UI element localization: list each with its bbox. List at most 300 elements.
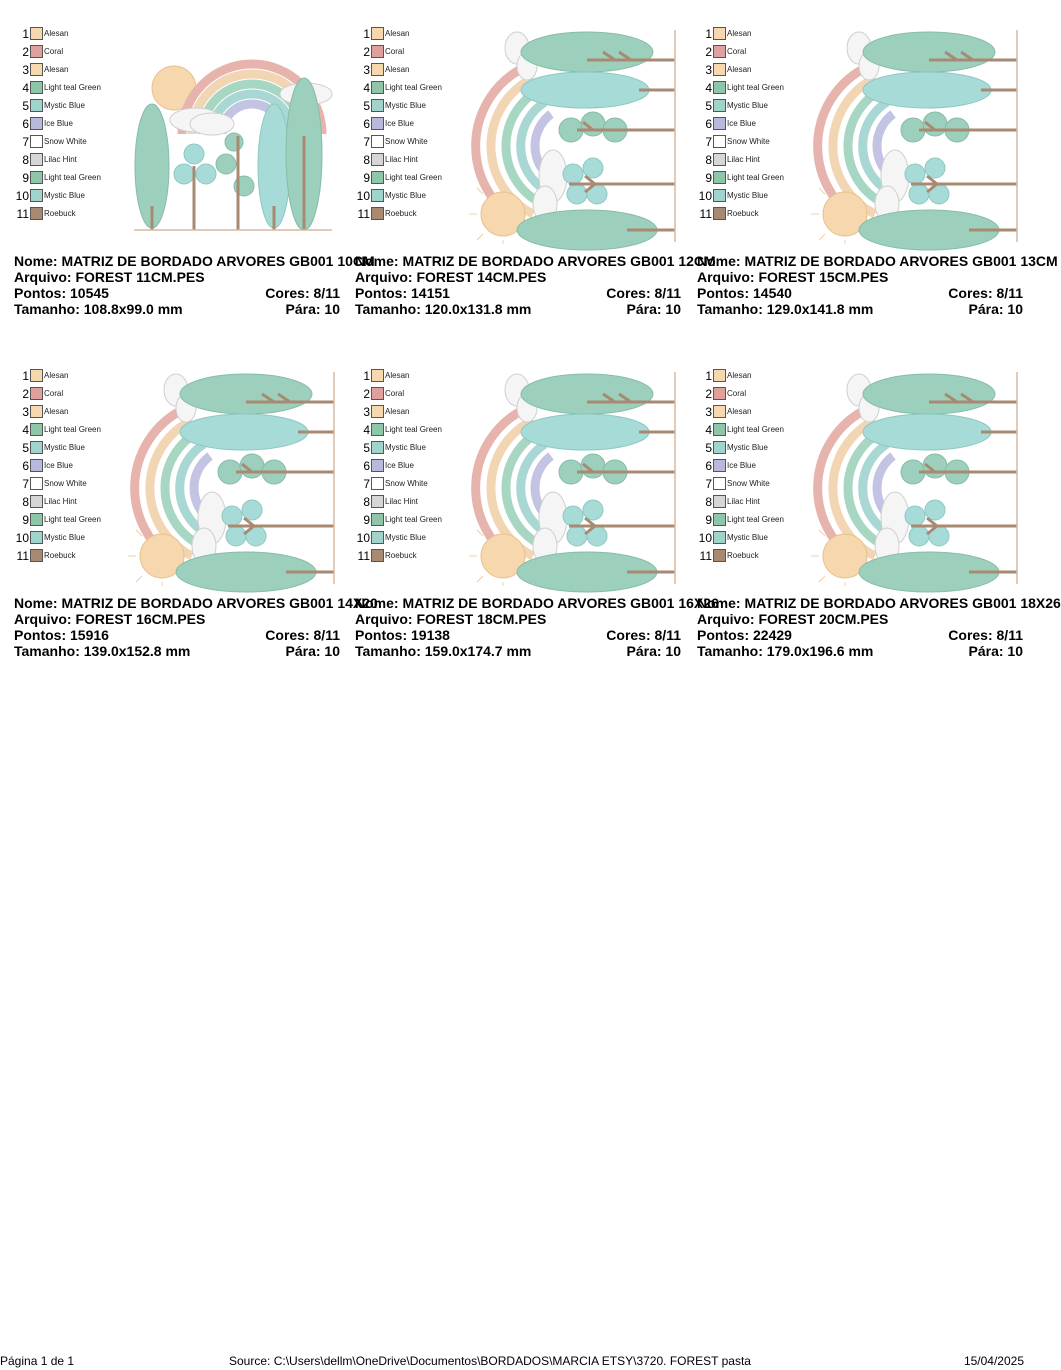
- thread-number: 7: [363, 135, 370, 149]
- thread-color-swatch: [30, 495, 43, 508]
- stitch-count: Pontos: 19138: [355, 627, 450, 643]
- thread-name: Snow White: [727, 479, 770, 488]
- thread-row: [14, 44, 124, 60]
- thread-name: Alesan: [727, 407, 752, 416]
- stop-count: Pára: 10: [626, 301, 681, 317]
- design-size: Tamanho: 129.0x141.8 mm: [697, 301, 874, 317]
- thread-row: [355, 116, 465, 132]
- thread-name: Snow White: [385, 479, 428, 488]
- color-count: Cores: 8/11: [948, 627, 1023, 643]
- thread-number: 9: [363, 513, 370, 527]
- thread-number: 9: [705, 171, 712, 185]
- thread-name: Coral: [727, 47, 747, 56]
- thread-name: Alesan: [44, 65, 69, 74]
- design-size: Tamanho: 179.0x196.6 mm: [697, 643, 874, 659]
- thread-row: [355, 188, 465, 204]
- embroidery-image-rotated: [809, 26, 1023, 244]
- thread-number: 11: [16, 549, 29, 563]
- thread-number: 4: [22, 81, 29, 95]
- thread-row: [14, 548, 124, 564]
- thread-number: 6: [22, 459, 29, 473]
- thread-number: 3: [705, 63, 712, 77]
- thread-color-swatch: [371, 207, 384, 220]
- thread-row: [14, 98, 124, 114]
- thread-number: 7: [22, 477, 29, 491]
- design-file: Arquivo: FOREST 15CM.PES: [697, 269, 889, 285]
- thread-number: 9: [22, 171, 29, 185]
- thread-number: 8: [363, 495, 370, 509]
- thread-color-swatch: [371, 477, 384, 490]
- thread-color-swatch: [30, 459, 43, 472]
- design-name: Nome: MATRIZ DE BORDADO ARVORES GB001 16X26: [355, 595, 719, 611]
- thread-name: Light teal Green: [727, 425, 784, 434]
- thread-number: 10: [356, 531, 370, 545]
- thread-color-swatch: [30, 81, 43, 94]
- thread-number: 7: [705, 135, 712, 149]
- thread-name: Ice Blue: [385, 119, 414, 128]
- thread-color-swatch: [30, 207, 43, 220]
- thread-color-swatch: [371, 153, 384, 166]
- thread-number: 4: [22, 423, 29, 437]
- thread-number: 2: [363, 45, 370, 59]
- thread-number: 6: [705, 117, 712, 131]
- thread-row: [14, 458, 124, 474]
- thread-row: [14, 530, 124, 546]
- thread-number: 11: [699, 549, 712, 563]
- thread-color-swatch: [30, 135, 43, 148]
- design-preview-rotated: [467, 26, 681, 244]
- thread-color-swatch: [713, 477, 726, 490]
- thread-number: 5: [363, 99, 370, 113]
- thread-name: Ice Blue: [727, 119, 756, 128]
- design-preview-rotated: [126, 368, 340, 586]
- thread-name: Mystic Blue: [727, 191, 768, 200]
- thread-number: 8: [705, 495, 712, 509]
- thread-row: [14, 512, 124, 528]
- thread-number: 2: [705, 387, 712, 401]
- thread-color-swatch: [30, 405, 43, 418]
- thread-name: Lilac Hint: [44, 155, 77, 164]
- thread-color-swatch: [713, 81, 726, 94]
- stop-count: Pára: 10: [968, 301, 1023, 317]
- thread-number: 6: [22, 117, 29, 131]
- thread-color-swatch: [30, 477, 43, 490]
- thread-color-swatch: [713, 63, 726, 76]
- color-count: Cores: 8/11: [265, 627, 340, 643]
- design-preview-rotated: [467, 368, 681, 586]
- thread-name: Coral: [727, 389, 747, 398]
- thread-color-swatch: [713, 189, 726, 202]
- thread-name: Alesan: [727, 65, 752, 74]
- thread-number: 11: [357, 549, 370, 563]
- design-preview-rotated: [809, 368, 1023, 586]
- thread-name: Snow White: [727, 137, 770, 146]
- thread-name: Roebuck: [44, 551, 76, 560]
- thread-color-swatch: [713, 117, 726, 130]
- thread-row: [697, 134, 807, 150]
- thread-color-swatch: [30, 513, 43, 526]
- thread-number: 9: [705, 513, 712, 527]
- thread-number: 4: [705, 81, 712, 95]
- thread-row: [355, 368, 465, 384]
- thread-name: Mystic Blue: [385, 443, 426, 452]
- thread-color-swatch: [713, 459, 726, 472]
- design-name: Nome: MATRIZ DE BORDADO ARVORES GB001 18X26: [697, 595, 1061, 611]
- thread-name: Light teal Green: [727, 83, 784, 92]
- thread-color-swatch: [371, 405, 384, 418]
- thread-name: Roebuck: [44, 209, 76, 218]
- thread-row: [355, 152, 465, 168]
- thread-color-swatch: [713, 369, 726, 382]
- thread-row: [697, 512, 807, 528]
- thread-number: 11: [16, 207, 29, 221]
- thread-name: Light teal Green: [385, 83, 442, 92]
- thread-row: [355, 458, 465, 474]
- thread-row: [14, 422, 124, 438]
- thread-name: Roebuck: [385, 551, 417, 560]
- design-block-4: [14, 368, 378, 688]
- thread-row: [697, 206, 807, 222]
- thread-color-swatch: [30, 171, 43, 184]
- thread-color-swatch: [713, 405, 726, 418]
- thread-name: Mystic Blue: [727, 443, 768, 452]
- thread-row: [355, 44, 465, 60]
- thread-row: [355, 206, 465, 222]
- thread-number: 3: [363, 63, 370, 77]
- embroidery-image-rotated: [467, 368, 681, 586]
- thread-number: 10: [15, 531, 29, 545]
- thread-name: Ice Blue: [385, 461, 414, 470]
- thread-row: [355, 62, 465, 78]
- thread-color-swatch: [713, 135, 726, 148]
- thread-name: Roebuck: [727, 551, 759, 560]
- thread-name: Roebuck: [385, 209, 417, 218]
- thread-color-swatch: [713, 531, 726, 544]
- thread-name: Light teal Green: [727, 173, 784, 182]
- design-size: Tamanho: 159.0x174.7 mm: [355, 643, 532, 659]
- thread-row: [14, 476, 124, 492]
- thread-row: [14, 386, 124, 402]
- page-number: Página 1 de 1: [0, 1354, 75, 1368]
- thread-color-swatch: [713, 495, 726, 508]
- thread-row: [355, 422, 465, 438]
- embroidery-image-rotated: [467, 26, 681, 244]
- thread-row: [697, 386, 807, 402]
- thread-row: [355, 548, 465, 564]
- thread-name: Alesan: [44, 407, 69, 416]
- thread-color-swatch: [371, 117, 384, 130]
- thread-color-swatch: [371, 171, 384, 184]
- source-path: Source: C:\Users\dellm\OneDrive\Documentos\BORDADOS\MARCIA ETSY\3720. FOREST pasta: [229, 1354, 751, 1368]
- design-file: Arquivo: FOREST 16CM.PES: [14, 611, 206, 627]
- thread-row: [697, 404, 807, 420]
- thread-row: [14, 26, 124, 42]
- thread-row: [355, 386, 465, 402]
- embroidery-image-upright: [126, 26, 340, 244]
- thread-color-swatch: [371, 63, 384, 76]
- print-date: 15/04/2025: [963, 1354, 1024, 1368]
- thread-number: 2: [705, 45, 712, 59]
- thread-number: 5: [705, 441, 712, 455]
- thread-color-swatch: [30, 423, 43, 436]
- thread-row: [14, 116, 124, 132]
- thread-row: [355, 476, 465, 492]
- thread-color-swatch: [30, 531, 43, 544]
- color-count: Cores: 8/11: [606, 627, 681, 643]
- thread-row: [14, 170, 124, 186]
- thread-name: Lilac Hint: [44, 497, 77, 506]
- thread-number: 8: [705, 153, 712, 167]
- thread-row: [355, 134, 465, 150]
- thread-row: [14, 494, 124, 510]
- thread-name: Light teal Green: [385, 515, 442, 524]
- thread-name: Alesan: [385, 29, 410, 38]
- thread-name: Lilac Hint: [385, 155, 418, 164]
- thread-color-swatch: [371, 369, 384, 382]
- thread-row: [355, 26, 465, 42]
- thread-number: 7: [363, 477, 370, 491]
- thread-row: [355, 512, 465, 528]
- thread-number: 11: [357, 207, 370, 221]
- thread-color-swatch: [30, 27, 43, 40]
- thread-color-swatch: [713, 153, 726, 166]
- thread-number: 8: [22, 495, 29, 509]
- thread-number: 1: [705, 27, 712, 41]
- design-block-6: [697, 368, 1061, 688]
- thread-name: Light teal Green: [727, 515, 784, 524]
- color-count: Cores: 8/11: [948, 285, 1023, 301]
- thread-row: [697, 548, 807, 564]
- thread-name: Mystic Blue: [44, 101, 85, 110]
- thread-number: 1: [363, 27, 370, 41]
- thread-row: [697, 98, 807, 114]
- thread-name: Lilac Hint: [385, 497, 418, 506]
- thread-color-swatch: [30, 153, 43, 166]
- stitch-count: Pontos: 15916: [14, 627, 109, 643]
- thread-color-swatch: [30, 45, 43, 58]
- thread-row: [697, 368, 807, 384]
- thread-number: 9: [22, 513, 29, 527]
- thread-number: 11: [699, 207, 712, 221]
- thread-row: [697, 116, 807, 132]
- thread-name: Mystic Blue: [385, 101, 426, 110]
- thread-color-swatch: [371, 99, 384, 112]
- thread-row: [14, 188, 124, 204]
- thread-row: [355, 404, 465, 420]
- thread-row: [14, 80, 124, 96]
- design-size: Tamanho: 120.0x131.8 mm: [355, 301, 532, 317]
- thread-color-swatch: [371, 423, 384, 436]
- thread-name: Light teal Green: [44, 83, 101, 92]
- design-block-1: [14, 26, 375, 346]
- design-block-3: [697, 26, 1058, 346]
- thread-row: [355, 98, 465, 114]
- thread-color-swatch: [713, 207, 726, 220]
- thread-color-swatch: [30, 63, 43, 76]
- thread-number: 7: [705, 477, 712, 491]
- thread-row: [14, 368, 124, 384]
- thread-number: 1: [363, 369, 370, 383]
- thread-name: Mystic Blue: [385, 191, 426, 200]
- thread-name: Mystic Blue: [44, 533, 85, 542]
- thread-row: [697, 44, 807, 60]
- stitch-count: Pontos: 22429: [697, 627, 792, 643]
- thread-color-swatch: [713, 549, 726, 562]
- thread-color-swatch: [371, 531, 384, 544]
- stitch-count: Pontos: 14540: [697, 285, 792, 301]
- stitch-count: Pontos: 14151: [355, 285, 450, 301]
- thread-color-swatch: [371, 549, 384, 562]
- embroidery-image-rotated: [126, 368, 340, 586]
- stop-count: Pára: 10: [285, 643, 340, 659]
- thread-color-swatch: [371, 459, 384, 472]
- design-size: Tamanho: 139.0x152.8 mm: [14, 643, 191, 659]
- thread-color-swatch: [371, 495, 384, 508]
- thread-number: 1: [22, 369, 29, 383]
- thread-number: 2: [22, 387, 29, 401]
- thread-color-swatch: [371, 27, 384, 40]
- design-file: Arquivo: FOREST 14CM.PES: [355, 269, 547, 285]
- thread-row: [14, 404, 124, 420]
- thread-name: Mystic Blue: [44, 443, 85, 452]
- thread-number: 2: [363, 387, 370, 401]
- thread-row: [697, 170, 807, 186]
- thread-row: [355, 530, 465, 546]
- thread-number: 6: [363, 459, 370, 473]
- thread-row: [697, 80, 807, 96]
- thread-row: [697, 152, 807, 168]
- thread-row: [355, 440, 465, 456]
- design-preview-rotated: [809, 26, 1023, 244]
- thread-color-swatch: [371, 513, 384, 526]
- thread-name: Light teal Green: [44, 515, 101, 524]
- thread-number: 8: [22, 153, 29, 167]
- design-name: Nome: MATRIZ DE BORDADO ARVORES GB001 12CM: [355, 253, 716, 269]
- thread-name: Coral: [385, 389, 405, 398]
- thread-color-swatch: [30, 99, 43, 112]
- thread-row: [697, 530, 807, 546]
- thread-row: [355, 80, 465, 96]
- thread-number: 4: [363, 81, 370, 95]
- thread-color-swatch: [371, 189, 384, 202]
- thread-number: 5: [22, 99, 29, 113]
- thread-number: 5: [363, 441, 370, 455]
- thread-number: 4: [705, 423, 712, 437]
- thread-number: 1: [22, 27, 29, 41]
- thread-row: [14, 134, 124, 150]
- design-file: Arquivo: FOREST 11CM.PES: [14, 269, 205, 285]
- thread-color-swatch: [30, 189, 43, 202]
- thread-name: Snow White: [44, 479, 87, 488]
- thread-color-swatch: [713, 99, 726, 112]
- design-name: Nome: MATRIZ DE BORDADO ARVORES GB001 10CM: [14, 253, 375, 269]
- thread-row: [14, 62, 124, 78]
- thread-name: Lilac Hint: [727, 497, 760, 506]
- thread-number: 8: [363, 153, 370, 167]
- thread-name: Alesan: [385, 371, 410, 380]
- thread-name: Mystic Blue: [727, 101, 768, 110]
- thread-color-swatch: [713, 387, 726, 400]
- thread-name: Alesan: [727, 29, 752, 38]
- thread-name: Light teal Green: [44, 425, 101, 434]
- thread-row: [697, 476, 807, 492]
- design-block-2: [355, 26, 716, 346]
- thread-name: Coral: [44, 47, 64, 56]
- embroidery-image-rotated: [809, 368, 1023, 586]
- thread-name: Snow White: [44, 137, 87, 146]
- thread-name: Light teal Green: [44, 173, 101, 182]
- thread-name: Ice Blue: [44, 119, 73, 128]
- design-name: Nome: MATRIZ DE BORDADO ARVORES GB001 14X20: [14, 595, 378, 611]
- thread-name: Coral: [385, 47, 405, 56]
- thread-color-swatch: [713, 27, 726, 40]
- thread-color-swatch: [371, 81, 384, 94]
- color-count: Cores: 8/11: [265, 285, 340, 301]
- thread-color-swatch: [713, 45, 726, 58]
- design-file: Arquivo: FOREST 18CM.PES: [355, 611, 547, 627]
- thread-number: 7: [22, 135, 29, 149]
- thread-name: Mystic Blue: [727, 533, 768, 542]
- thread-number: 5: [22, 441, 29, 455]
- thread-color-swatch: [713, 441, 726, 454]
- thread-color-swatch: [713, 423, 726, 436]
- thread-color-swatch: [713, 171, 726, 184]
- thread-color-swatch: [30, 369, 43, 382]
- stop-count: Pára: 10: [968, 643, 1023, 659]
- design-name: Nome: MATRIZ DE BORDADO ARVORES GB001 13CM: [697, 253, 1058, 269]
- thread-name: Alesan: [385, 65, 410, 74]
- thread-number: 9: [363, 171, 370, 185]
- thread-name: Light teal Green: [385, 425, 442, 434]
- thread-row: [697, 26, 807, 42]
- thread-number: 3: [363, 405, 370, 419]
- color-count: Cores: 8/11: [606, 285, 681, 301]
- thread-name: Alesan: [44, 371, 69, 380]
- design-file: Arquivo: FOREST 20CM.PES: [697, 611, 889, 627]
- thread-name: Alesan: [44, 29, 69, 38]
- thread-name: Coral: [44, 389, 64, 398]
- thread-row: [697, 494, 807, 510]
- thread-name: Alesan: [385, 407, 410, 416]
- thread-name: Mystic Blue: [385, 533, 426, 542]
- thread-number: 10: [698, 189, 712, 203]
- thread-color-swatch: [371, 387, 384, 400]
- thread-number: 10: [698, 531, 712, 545]
- thread-row: [14, 152, 124, 168]
- thread-name: Mystic Blue: [44, 191, 85, 200]
- thread-name: Ice Blue: [727, 461, 756, 470]
- stitch-count: Pontos: 10545: [14, 285, 109, 301]
- thread-name: Ice Blue: [44, 461, 73, 470]
- thread-color-swatch: [371, 45, 384, 58]
- thread-number: 6: [363, 117, 370, 131]
- thread-row: [14, 440, 124, 456]
- thread-number: 4: [363, 423, 370, 437]
- thread-row: [355, 494, 465, 510]
- thread-color-swatch: [713, 513, 726, 526]
- thread-row: [697, 440, 807, 456]
- thread-name: Roebuck: [727, 209, 759, 218]
- thread-number: 3: [705, 405, 712, 419]
- thread-color-swatch: [30, 549, 43, 562]
- stop-count: Pára: 10: [626, 643, 681, 659]
- thread-color-swatch: [30, 117, 43, 130]
- thread-number: 10: [15, 189, 29, 203]
- thread-color-swatch: [371, 135, 384, 148]
- thread-row: [697, 458, 807, 474]
- thread-color-swatch: [30, 441, 43, 454]
- thread-name: Light teal Green: [385, 173, 442, 182]
